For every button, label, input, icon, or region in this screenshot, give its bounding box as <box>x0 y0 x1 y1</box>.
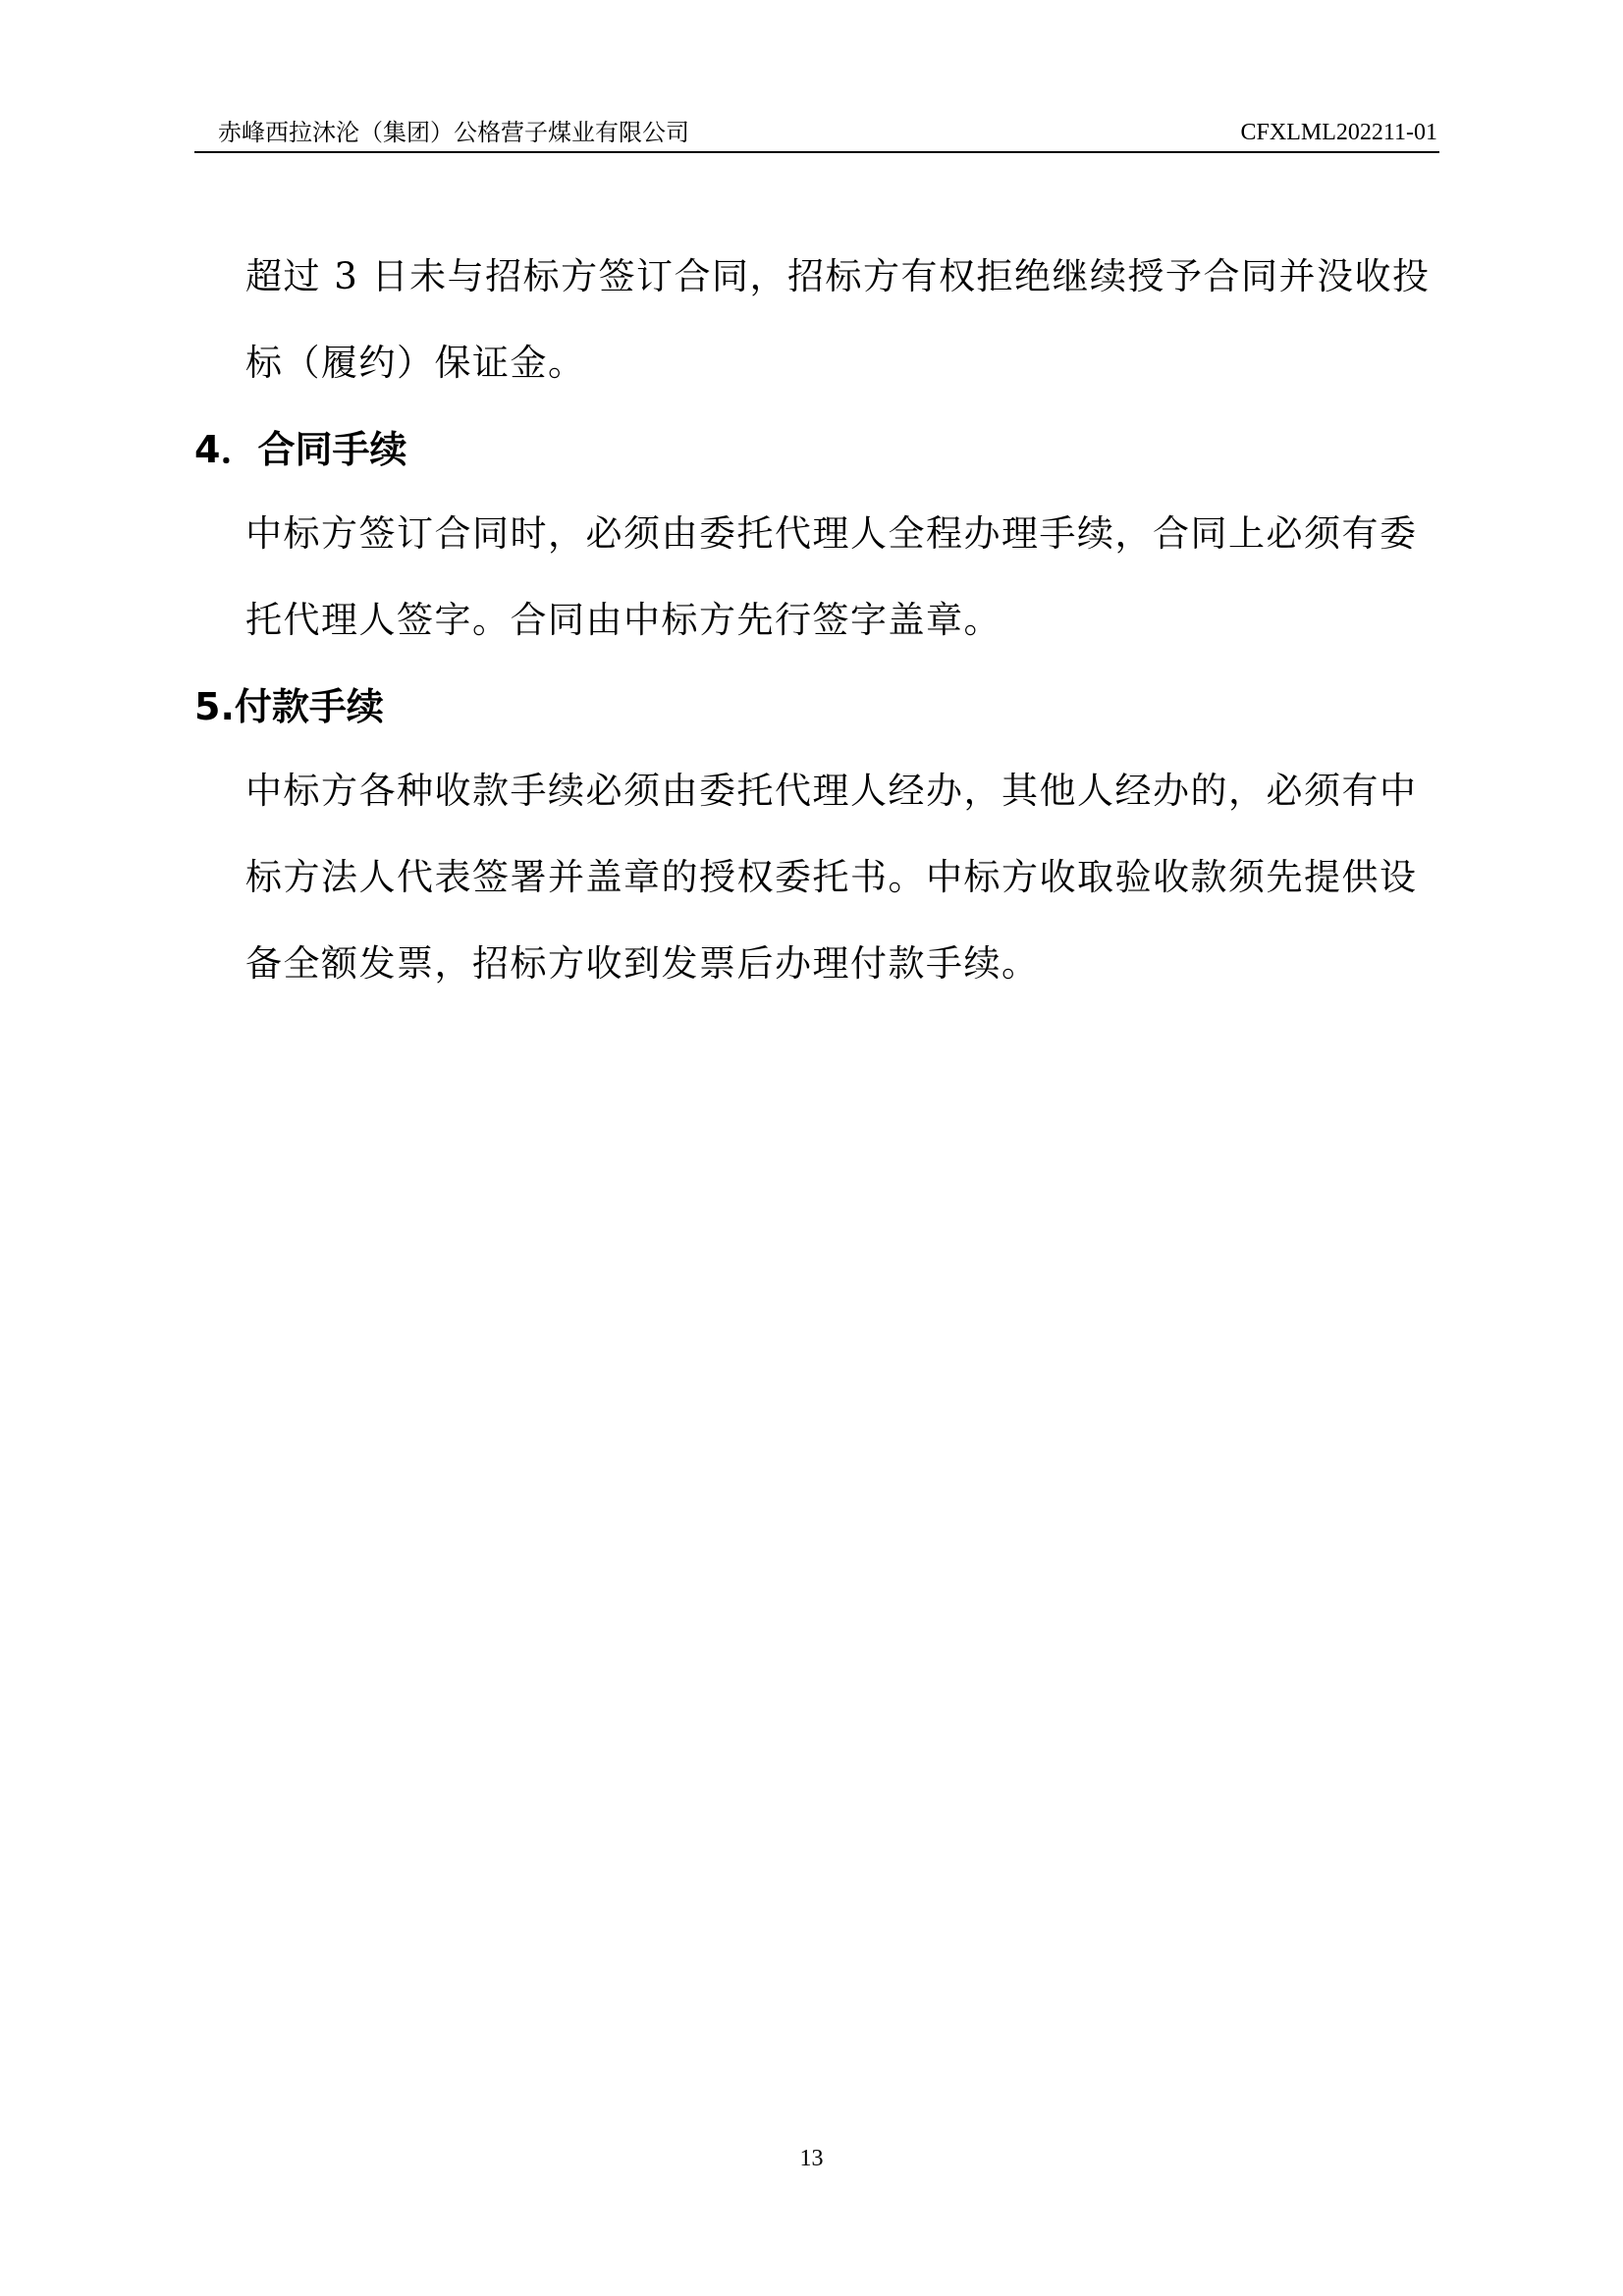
page-header <box>194 116 1439 153</box>
paragraph-line: 备全额发票，招标方收到发票后办理付款手续。 <box>245 942 1040 985</box>
paragraph-line: 超过 3 日未与招标方签订合同，招标方有权拒绝继续授予合同并没收投 <box>245 255 1431 297</box>
paragraph-line: 标方法人代表签署并盖章的授权委托书。中标方收取验收款须先提供设 <box>245 856 1418 898</box>
paragraph-line: 标（履约）保证金。 <box>245 342 586 384</box>
paragraph-line: 中标方签订合同时，必须由委托代理人全程办理手续，合同上必须有委 <box>245 512 1418 555</box>
paragraph-line: 托代理人签字。合同由中标方先行签字盖章。 <box>245 599 1001 641</box>
section-heading-contract-procedures: 4．合同手续 <box>194 428 407 471</box>
header-divider <box>194 151 1439 153</box>
page-number: 13 <box>799 2146 824 2171</box>
paragraph-line: 中标方各种收款手续必须由委托代理人经办，其他人经办的，必须有中 <box>245 770 1418 812</box>
header-document-code: CFXLML202211-01 <box>1240 120 1437 145</box>
header-company-name: 赤峰西拉沐沦（集团）公格营子煤业有限公司 <box>218 119 689 146</box>
section-heading-payment-procedures: 5.付款手续 <box>194 685 384 728</box>
